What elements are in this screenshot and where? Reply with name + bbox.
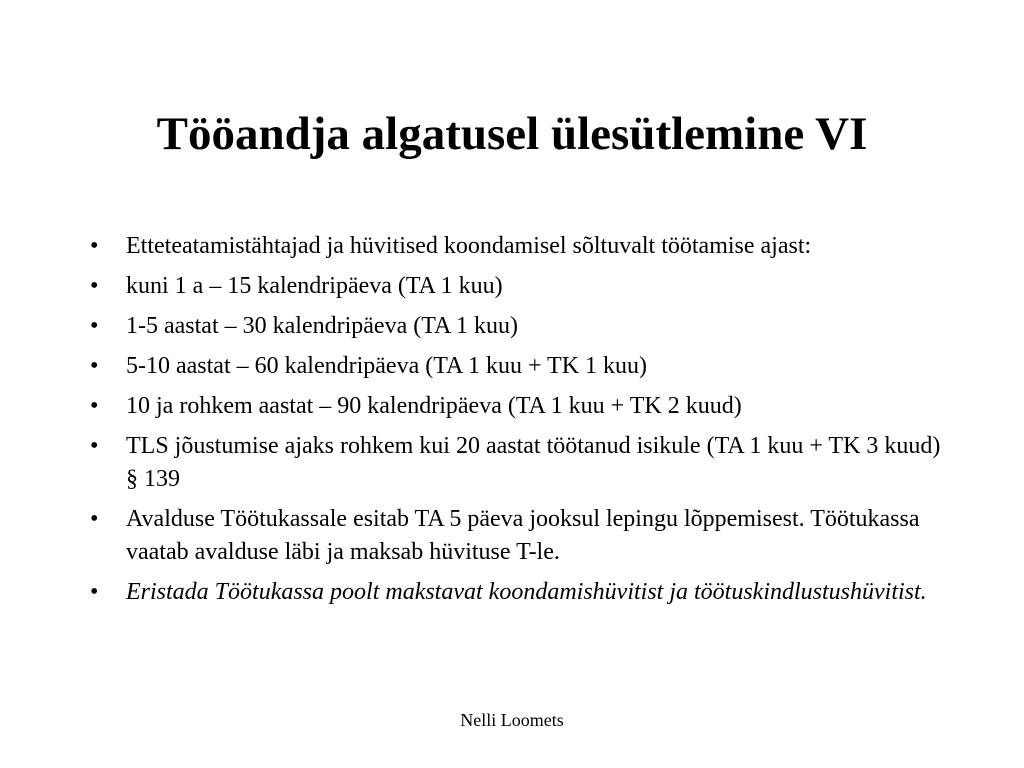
list-item-text: Etteteatamistähtajad ja hüvitised koondamisel sõltuvalt töötamise ajast: [126,233,812,259]
list-item-text: Avalduse Töötukassale esitab TA 5 päeva jooksul lepingu lõppemisest. Töötukassa vaatab avalduse läbi ja maksab hüvituse T-le. [126,506,920,565]
bullet-icon: • [90,313,99,339]
list-item-text: kuni 1 a – 15 kalendripäeva (TA 1 kuu) [126,273,503,299]
footer-author: Nelli Loomets [460,710,564,730]
bullet-list [90,230,950,616]
list-item [90,430,950,496]
list-item [90,230,950,263]
list-item [90,576,950,609]
list-item-text: 1-5 aastat – 30 kalendripäeva (TA 1 kuu) [126,313,518,339]
bullet-icon: • [90,579,99,605]
bullet-icon: • [90,393,99,419]
list-item [90,503,950,569]
bullet-icon: • [90,433,99,459]
bullet-icon: • [90,273,99,299]
bullet-icon: • [90,353,99,379]
list-item-text: 5-10 aastat – 60 kalendripäeva (TA 1 kuu + TK 1 kuu) [126,353,648,379]
list-item-text: 10 ja rohkem aastat – 90 kalendripäeva (TA 1 kuu + TK 2 kuud) [126,393,742,419]
list-item-text: TLS jõustumise ajaks rohkem kui 20 aastat töötanud isikule (TA 1 kuu + TK 3 kuud) § 139 [126,433,941,492]
list-item [90,310,950,343]
slide-title: Tööandja algatusel ülesütlemine VI [156,108,868,160]
bullet-icon: • [90,506,99,532]
list-item [90,270,950,303]
bullet-icon: • [90,233,99,259]
list-item [90,350,950,383]
list-item [90,390,950,423]
list-item-text: Eristada Töötukassa poolt makstavat koondamishüvitist ja töötuskindlustushüvitist. [126,579,927,605]
